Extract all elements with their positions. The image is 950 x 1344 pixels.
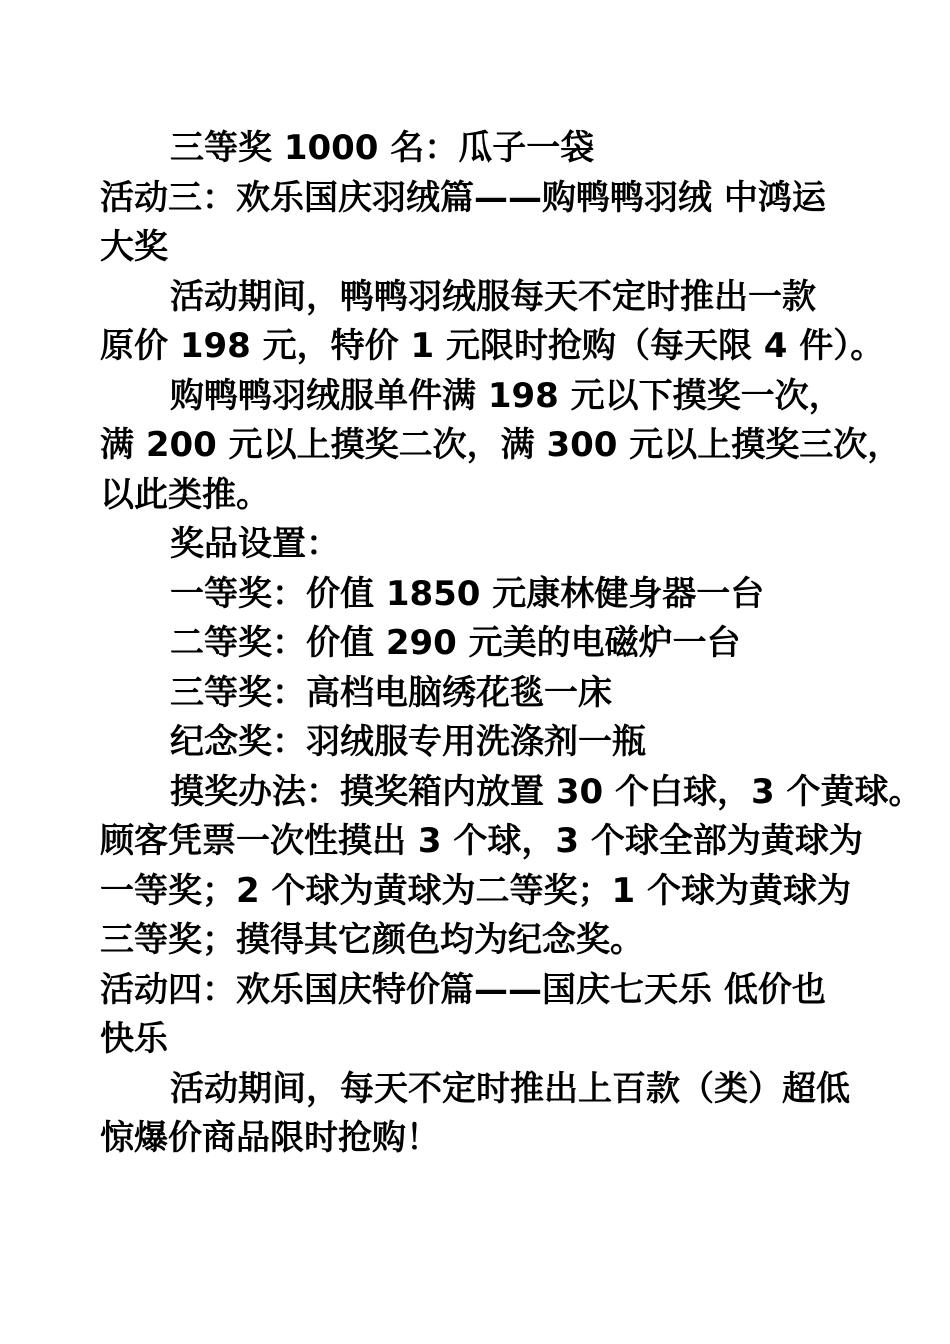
prize-second: 二等奖：价值 290 元美的电磁炉一台	[170, 623, 741, 663]
text-line: 三等奖；摸得其它颜色均为纪念奖。	[100, 920, 644, 960]
text-line: 三等奖 1000 名：瓜子一袋	[170, 128, 595, 168]
text-line: 活动期间，鸭鸭羽绒服每天不定时推出一款	[170, 276, 816, 317]
text-line: 满 200 元以上摸奖二次，满 300 元以上摸奖三次，	[100, 425, 902, 465]
prize-settings-heading: 奖品设置：	[170, 524, 340, 564]
text-line: 原价 198 元，特价 1 元限时抢购（每天限 4 件）。	[100, 326, 885, 366]
text-line: 顾客凭票一次性摸出 3 个球，3 个球全部为黄球为	[100, 821, 863, 861]
section-heading-activity-three: 活动三：欢乐国庆羽绒篇——购鸭鸭羽绒 中鸿运	[100, 177, 826, 218]
text-line: 惊爆价商品限时抢购！	[100, 1118, 440, 1158]
text-line: 活动期间，每天不定时推出上百款（类）超低	[170, 1068, 850, 1109]
text-line: 摸奖办法：摸奖箱内放置 30 个白球，3 个黄球。	[170, 771, 923, 812]
section-heading-activity-four-cont: 快乐	[100, 1019, 168, 1059]
prize-third: 三等奖：高档电脑绣花毯一床	[170, 672, 612, 713]
document-body	[100, 124, 923, 1164]
prize-souvenir: 纪念奖：羽绒服专用洗涤剂一瓶	[170, 722, 646, 762]
text-line: 购鸭鸭羽绒服单件满 198 元以下摸奖一次，	[170, 375, 843, 416]
section-heading-activity-four: 活动四：欢乐国庆特价篇——国庆七天乐 低价也	[100, 969, 826, 1010]
text-line: 以此类推。	[100, 474, 270, 515]
section-heading-activity-three-cont: 大奖	[100, 227, 168, 267]
text-line: 一等奖；2 个球为黄球为二等奖；1 个球为黄球为	[100, 870, 851, 911]
prize-first: 一等奖：价值 1850 元康林健身器一台	[170, 573, 765, 614]
